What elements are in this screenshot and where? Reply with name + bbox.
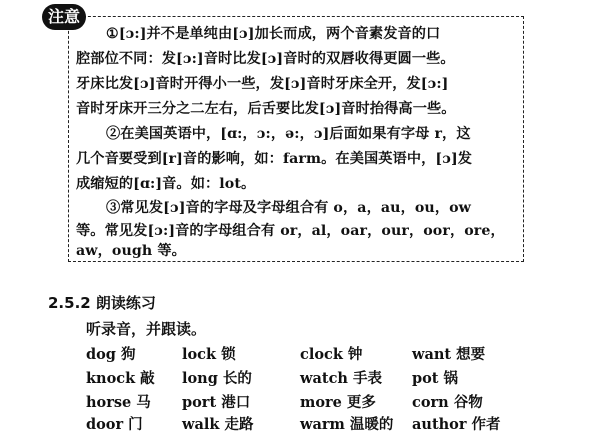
note-line-6: 几个音要受到[r]音的影响，如：farm。在美国英语中，[ɔ]发 — [76, 151, 473, 167]
note-line-3: 牙床比发[ɔ]音时开得小一些，发[ɔ]音时牙床全开，发[ɔ:] — [76, 76, 449, 92]
note-line-8: ③常见发[ɔ]音的字母及字母组合有 o，a，au，ou，ow — [106, 200, 471, 216]
vocab-row — [0, 343, 600, 365]
note-line-7: 成缩短的[ɑ:]音。如：lot。 — [76, 176, 256, 192]
vocab-word: long 长的 — [182, 370, 252, 387]
note-line-2: 腔部位不同：发[ɔ:]音时比发[ɔ]音时的双唇收得更圆一些。 — [76, 51, 455, 67]
vocab-word: pot 锅 — [412, 370, 459, 387]
vocab-row — [0, 367, 600, 389]
vocab-word: warm 温暖的 — [300, 416, 394, 433]
vocab-word: walk 走路 — [182, 416, 254, 433]
section-title: 2.5.2 朗读练习 — [48, 294, 156, 312]
vocab-word: author 作者 — [412, 416, 501, 433]
vocab-word: lock 锁 — [182, 346, 236, 363]
vocab-word: door 门 — [86, 416, 143, 433]
vocab-word: want 想要 — [412, 346, 486, 363]
vocab-word: port 港口 — [182, 394, 251, 411]
vocab-row — [0, 391, 600, 413]
note-badge: 注意 — [42, 4, 86, 30]
vocab-word: watch 手表 — [300, 370, 382, 387]
vocab-word: corn 谷物 — [412, 394, 483, 411]
instruction-text: 听录音，并跟读。 — [86, 320, 207, 338]
vocab-word: dog 狗 — [86, 346, 136, 363]
vocab-word: clock 钟 — [300, 346, 363, 363]
note-line-10: aw，ough 等。 — [76, 243, 186, 259]
vocab-word: horse 马 — [86, 394, 151, 411]
note-line-5: ②在美国英语中，[ɑ:，ɔ:，ə:，ɔ]后面如果有字母 r，这 — [106, 126, 471, 142]
note-line-1: ①[ɔ:]并不是单纯由[ɔ]加长而成，两个音素发音的口 — [106, 26, 441, 42]
vocab-word: knock 敲 — [86, 370, 155, 387]
vocab-row — [0, 413, 600, 435]
note-line-4: 音时牙床开三分之二左右，后舌要比发[ɔ]音时抬得高一些。 — [76, 101, 456, 117]
note-line-9: 等。常见发[ɔ:]音的字母组合有 or，al，oar，our，oor，ore， — [76, 223, 505, 239]
vocab-word: more 更多 — [300, 394, 376, 411]
